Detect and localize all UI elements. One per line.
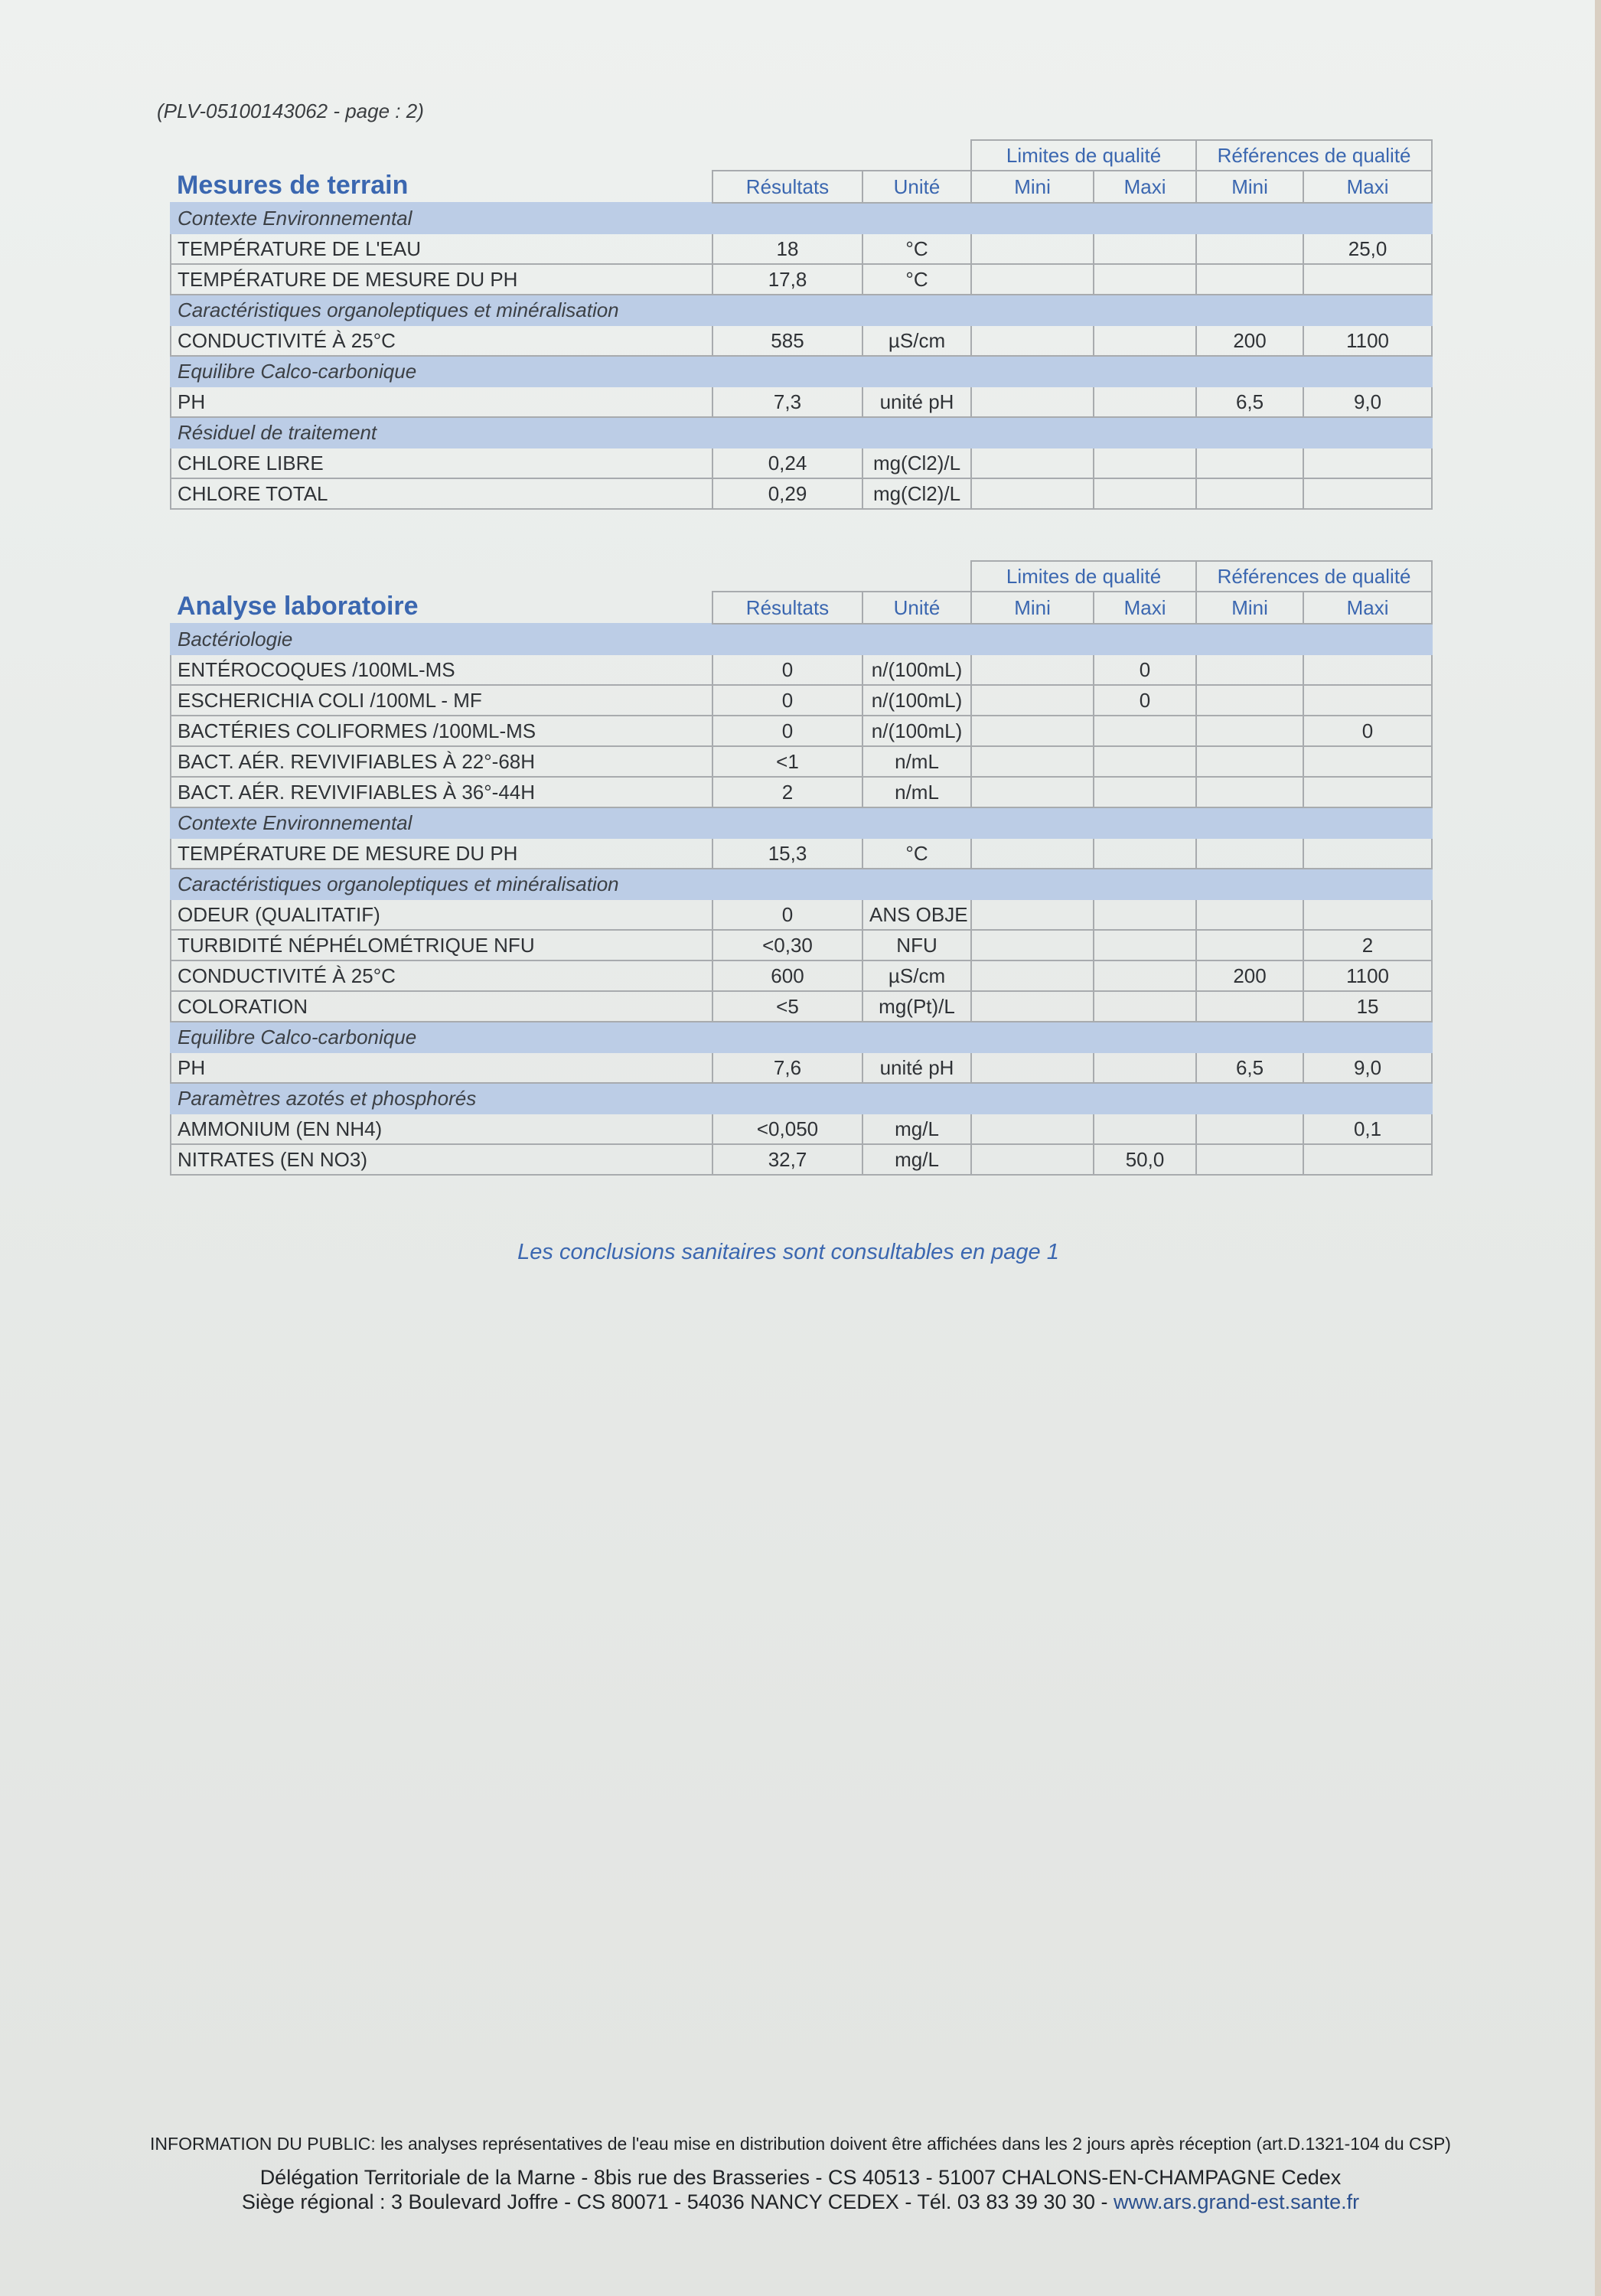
table-row	[171, 1114, 1432, 1144]
reference-max-cell: 15	[1303, 991, 1432, 1022]
result-cell: <0,30	[712, 930, 862, 960]
reference-max-cell	[1303, 654, 1432, 685]
result-cell: 600	[712, 960, 862, 991]
result-cell: 0	[712, 716, 862, 746]
category-label: Contexte Environnemental	[171, 203, 1432, 233]
unit-cell: n/(100mL)	[862, 716, 971, 746]
website-link[interactable]: www.ars.grand-est.sante.fr	[1114, 2190, 1360, 2213]
limit-min-cell	[971, 746, 1094, 777]
limit-max-cell	[1094, 777, 1196, 807]
category-label: Bactériologie	[171, 624, 1432, 654]
parameter-cell: CONDUCTIVITÉ À 25°C	[171, 325, 712, 356]
reference-max-cell	[1303, 685, 1432, 716]
parameter-cell: CONDUCTIVITÉ À 25°C	[171, 960, 712, 991]
unit-cell: °C	[862, 233, 971, 264]
reference-max-header: Maxi	[1303, 171, 1432, 203]
field-measures-table	[170, 139, 1433, 510]
reference-max-cell	[1303, 777, 1432, 807]
table-row	[171, 1144, 1432, 1175]
table-row	[171, 716, 1432, 746]
unit-cell: NFU	[862, 930, 971, 960]
table-row	[171, 654, 1432, 685]
results-header: Résultats	[712, 592, 862, 624]
unit-cell: unité pH	[862, 386, 971, 417]
unit-cell: mg(Cl2)/L	[862, 478, 971, 509]
parameter-cell: CHLORE TOTAL	[171, 478, 712, 509]
limit-max-cell	[1094, 930, 1196, 960]
reference-min-cell	[1196, 264, 1303, 295]
unit-cell: mg/L	[862, 1144, 971, 1175]
reference-min-cell: 6,5	[1196, 1052, 1303, 1083]
limit-min-cell	[971, 654, 1094, 685]
limit-max-header: Maxi	[1094, 592, 1196, 624]
unit-cell: µS/cm	[862, 960, 971, 991]
limit-min-header: Mini	[971, 592, 1094, 624]
unit-cell: °C	[862, 264, 971, 295]
limit-min-cell	[971, 838, 1094, 869]
column-header-row	[171, 171, 1432, 203]
section-title: Mesures de terrain	[177, 171, 409, 200]
reference-min-cell	[1196, 991, 1303, 1022]
references-header: Références de qualité	[1196, 561, 1432, 592]
reference-min-cell	[1196, 478, 1303, 509]
unit-cell: µS/cm	[862, 325, 971, 356]
category-label: Equilibre Calco-carbonique	[171, 356, 1432, 386]
limit-min-cell	[971, 478, 1094, 509]
unit-header: Unité	[862, 592, 971, 624]
reference-max-cell: 1100	[1303, 325, 1432, 356]
reference-max-cell: 9,0	[1303, 1052, 1432, 1083]
limits-header: Limites de qualité	[971, 140, 1196, 171]
category-row	[171, 356, 1432, 386]
result-cell: 0,24	[712, 448, 862, 478]
table-row	[171, 386, 1432, 417]
limit-max-cell	[1094, 448, 1196, 478]
reference-min-cell	[1196, 838, 1303, 869]
limit-max-cell	[1094, 478, 1196, 509]
references-header: Références de qualité	[1196, 140, 1432, 171]
category-label: Equilibre Calco-carbonique	[171, 1022, 1432, 1052]
limit-min-cell	[971, 960, 1094, 991]
limit-max-header: Maxi	[1094, 171, 1196, 203]
category-label: Contexte Environnemental	[171, 807, 1432, 838]
table-row	[171, 930, 1432, 960]
limit-min-cell	[971, 264, 1094, 295]
limit-max-cell	[1094, 899, 1196, 930]
reference-min-cell	[1196, 899, 1303, 930]
result-cell: 17,8	[712, 264, 862, 295]
limit-max-cell	[1094, 746, 1196, 777]
result-cell: 0	[712, 685, 862, 716]
limit-max-cell	[1094, 386, 1196, 417]
parameter-cell: ODEUR (QUALITATIF)	[171, 899, 712, 930]
limit-min-cell	[971, 930, 1094, 960]
reference-min-cell	[1196, 1144, 1303, 1175]
reference-min-header: Mini	[1196, 171, 1303, 203]
reference-max-cell: 0	[1303, 716, 1432, 746]
category-row	[171, 1022, 1432, 1052]
parameter-cell: TEMPÉRATURE DE L'EAU	[171, 233, 712, 264]
limit-max-cell	[1094, 233, 1196, 264]
limit-min-cell	[971, 1052, 1094, 1083]
group-header-row	[171, 561, 1432, 592]
reference-max-cell: 0,1	[1303, 1114, 1432, 1144]
unit-cell: n/(100mL)	[862, 685, 971, 716]
limit-min-cell	[971, 1144, 1094, 1175]
limits-header: Limites de qualité	[971, 561, 1196, 592]
table-row	[171, 838, 1432, 869]
conclusion-note: Les conclusions sanitaires sont consultables en page 1	[517, 1240, 1059, 1264]
parameter-cell: NITRATES (EN NO3)	[171, 1144, 712, 1175]
reference-max-cell: 1100	[1303, 960, 1432, 991]
parameter-cell: BACT. AÉR. REVIVIFIABLES À 22°-68H	[171, 746, 712, 777]
reference-min-cell	[1196, 233, 1303, 264]
parameter-cell: TEMPÉRATURE DE MESURE DU PH	[171, 838, 712, 869]
limit-min-cell	[971, 716, 1094, 746]
result-cell: 0	[712, 654, 862, 685]
category-row	[171, 869, 1432, 899]
regional-address	[0, 2190, 1601, 2214]
table-row	[171, 991, 1432, 1022]
table-row	[171, 899, 1432, 930]
reference-max-cell: 9,0	[1303, 386, 1432, 417]
table-row	[171, 233, 1432, 264]
limit-max-cell: 0	[1094, 654, 1196, 685]
unit-cell: ANS OBJE	[862, 899, 971, 930]
limit-min-cell	[971, 233, 1094, 264]
unit-cell: unité pH	[862, 1052, 971, 1083]
unit-cell: n/(100mL)	[862, 654, 971, 685]
reference-max-cell	[1303, 448, 1432, 478]
category-label: Résiduel de traitement	[171, 417, 1432, 448]
results-header: Résultats	[712, 171, 862, 203]
parameter-cell: AMMONIUM (EN NH4)	[171, 1114, 712, 1144]
reference-max-cell	[1303, 899, 1432, 930]
limit-max-cell: 0	[1094, 685, 1196, 716]
reference-min-cell	[1196, 716, 1303, 746]
reference-max-cell: 2	[1303, 930, 1432, 960]
result-cell: 7,3	[712, 386, 862, 417]
document-reference: (PLV-05100143062 - page : 2)	[157, 99, 424, 122]
parameter-cell: COLORATION	[171, 991, 712, 1022]
limit-max-cell	[1094, 264, 1196, 295]
unit-cell: n/mL	[862, 777, 971, 807]
limit-min-cell	[971, 1114, 1094, 1144]
category-row	[171, 807, 1432, 838]
limit-min-cell	[971, 685, 1094, 716]
table-row	[171, 478, 1432, 509]
parameter-cell: PH	[171, 1052, 712, 1083]
table-row	[171, 746, 1432, 777]
parameter-cell: ESCHERICHIA COLI /100ML - MF	[171, 685, 712, 716]
result-cell: <5	[712, 991, 862, 1022]
unit-cell: mg(Cl2)/L	[862, 448, 971, 478]
limit-min-cell	[971, 899, 1094, 930]
limit-max-cell	[1094, 991, 1196, 1022]
category-label: Paramètres azotés et phosphorés	[171, 1083, 1432, 1114]
blank-cell	[171, 140, 971, 171]
limit-min-cell	[971, 991, 1094, 1022]
table-row	[171, 685, 1432, 716]
section-title: Analyse laboratoire	[177, 592, 419, 621]
reference-min-cell	[1196, 746, 1303, 777]
column-header-row	[171, 592, 1432, 624]
category-row	[171, 417, 1432, 448]
unit-header: Unité	[862, 171, 971, 203]
delegation-address: Délégation Territoriale de la Marne - 8bis rue des Brasseries - CS 40513 - 51007 CHALONS-EN-CHAMPAGNE Cedex	[259, 2166, 1342, 2189]
category-label: Caractéristiques organoleptiques et minéralisation	[171, 295, 1432, 325]
table-row	[171, 448, 1432, 478]
limit-min-cell	[971, 448, 1094, 478]
table-row	[171, 777, 1432, 807]
reference-min-cell	[1196, 777, 1303, 807]
result-cell: <1	[712, 746, 862, 777]
limit-min-header: Mini	[971, 171, 1094, 203]
parameter-cell: BACT. AÉR. REVIVIFIABLES À 36°-44H	[171, 777, 712, 807]
reference-min-cell: 200	[1196, 325, 1303, 356]
lab-analysis-table	[170, 560, 1433, 1176]
category-row	[171, 203, 1432, 233]
reference-max-cell	[1303, 1144, 1432, 1175]
limit-max-cell	[1094, 1114, 1196, 1144]
reference-max-header: Maxi	[1303, 592, 1432, 624]
category-row	[171, 1083, 1432, 1114]
limit-max-cell	[1094, 325, 1196, 356]
reference-min-cell	[1196, 1114, 1303, 1144]
result-cell: 0,29	[712, 478, 862, 509]
limit-max-cell	[1094, 838, 1196, 869]
reference-min-cell	[1196, 654, 1303, 685]
category-row	[171, 624, 1432, 654]
result-cell: 32,7	[712, 1144, 862, 1175]
result-cell: 18	[712, 233, 862, 264]
parameter-cell: ENTÉROCOQUES /100ML-MS	[171, 654, 712, 685]
result-cell: 585	[712, 325, 862, 356]
result-cell: 2	[712, 777, 862, 807]
result-cell: 0	[712, 899, 862, 930]
category-label: Caractéristiques organoleptiques et minéralisation	[171, 869, 1432, 899]
reference-max-cell: 25,0	[1303, 233, 1432, 264]
table-row	[171, 1052, 1432, 1083]
result-cell: 15,3	[712, 838, 862, 869]
reference-min-cell	[1196, 930, 1303, 960]
parameter-cell: TEMPÉRATURE DE MESURE DU PH	[171, 264, 712, 295]
unit-cell: °C	[862, 838, 971, 869]
table-row	[171, 325, 1432, 356]
result-cell: <0,050	[712, 1114, 862, 1144]
reference-max-cell	[1303, 838, 1432, 869]
reference-min-cell	[1196, 448, 1303, 478]
parameter-cell: CHLORE LIBRE	[171, 448, 712, 478]
limit-max-cell	[1094, 1052, 1196, 1083]
limit-max-cell: 50,0	[1094, 1144, 1196, 1175]
limit-max-cell	[1094, 960, 1196, 991]
reference-max-cell	[1303, 746, 1432, 777]
unit-cell: mg(Pt)/L	[862, 991, 971, 1022]
limit-min-cell	[971, 777, 1094, 807]
reference-max-cell	[1303, 478, 1432, 509]
group-header-row	[171, 140, 1432, 171]
parameter-cell: BACTÉRIES COLIFORMES /100ML-MS	[171, 716, 712, 746]
reference-max-cell	[1303, 264, 1432, 295]
limit-max-cell	[1094, 716, 1196, 746]
table-row	[171, 264, 1432, 295]
category-row	[171, 295, 1432, 325]
public-information-notice: INFORMATION DU PUBLIC: les analyses représentatives de l'eau mise en distribution doivent être affichées dans les 2 jours après réception (art.D.1321-104 du CSP)	[150, 2134, 1451, 2154]
result-cell: 7,6	[712, 1052, 862, 1083]
reference-min-cell: 6,5	[1196, 386, 1303, 417]
reference-min-header: Mini	[1196, 592, 1303, 624]
parameter-cell: PH	[171, 386, 712, 417]
blank-cell	[171, 561, 971, 592]
table-row	[171, 960, 1432, 991]
unit-cell: mg/L	[862, 1114, 971, 1144]
regional-address-text: Siège régional : 3 Boulevard Joffre - CS 80071 - 54036 NANCY CEDEX - Tél. 03 83 39 30 30 -	[241, 2190, 1114, 2213]
limit-min-cell	[971, 386, 1094, 417]
reference-min-cell	[1196, 685, 1303, 716]
reference-min-cell: 200	[1196, 960, 1303, 991]
limit-min-cell	[971, 325, 1094, 356]
unit-cell: n/mL	[862, 746, 971, 777]
parameter-cell: TURBIDITÉ NÉPHÉLOMÉTRIQUE NFU	[171, 930, 712, 960]
